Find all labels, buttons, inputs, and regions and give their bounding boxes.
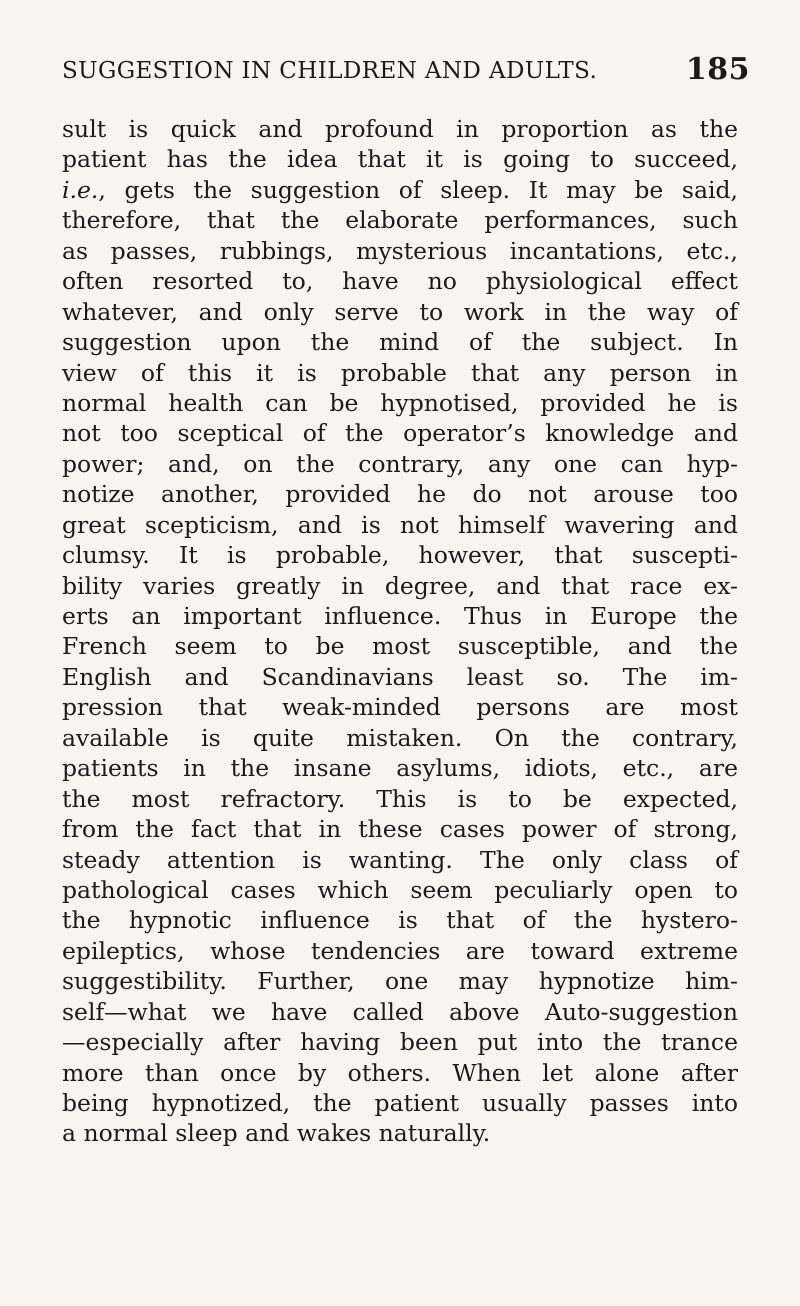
text-line: epileptics, whose tendencies are toward extreme (62, 936, 738, 965)
text-line: power; and, on the contrary, any one can hyp- (62, 449, 738, 478)
text-line: erts an important influence. Thus in Europe the (62, 602, 738, 630)
text-line: from the fact that in these cases power of strong, (62, 815, 738, 844)
text-line: pathological cases which seem peculiarly open to (62, 875, 738, 904)
text-line: available is quite mistaken. On the contrary, (62, 723, 738, 752)
text-line: suggestibility. Further, one may hypnotize him- (62, 967, 738, 996)
text-line: clumsy. It is probable, however, that suscepti- (62, 541, 738, 570)
text-line: the hypnotic influence is that of the hystero- (62, 906, 738, 935)
text-line: the most refractory. This is to be expected, (62, 784, 738, 813)
text-line: patient has the idea that it is going to succeed, (62, 145, 738, 174)
italic-abbreviation: i.e. (62, 175, 99, 204)
body-paragraph (62, 114, 738, 1149)
text-line: sult is quick and profound in proportion as the (62, 115, 738, 143)
text-line: notize another, provided he do not arouse too (62, 480, 738, 509)
text-line: English and Scandinavians least so. The im- (62, 662, 738, 691)
text-line-remainder: , gets the suggestion of sleep. It may be said, (98, 175, 738, 204)
text-line: more than once by others. When let alone after (62, 1058, 738, 1087)
running-head-title: SUGGESTION IN CHILDREN AND ADULTS. (62, 58, 598, 84)
text-line: often resorted to, have no physiological effect (62, 267, 738, 296)
text-line: great scepticism, and is not himself wavering and (62, 510, 738, 539)
text-line: view of this it is probable that any person in (62, 358, 738, 387)
text-line: bility varies greatly in degree, and that race ex- (62, 571, 738, 600)
text-line: pression that weak-minded persons are most (62, 693, 738, 722)
text-line: patients in the insane asylums, idiots, etc., are (62, 754, 738, 783)
text-line: not too sceptical of the operator’s knowledge and (62, 419, 738, 448)
text-line-with-italic (62, 175, 738, 205)
text-line: French seem to be most susceptible, and the (62, 632, 738, 661)
text-line-last: a normal sleep and wakes naturally. (62, 1119, 491, 1148)
text-line: suggestion upon the mind of the subject. In (62, 328, 738, 357)
text-line: being hypnotized, the patient usually passes into (62, 1089, 738, 1117)
text-line: as passes, rubbings, mysterious incantations, etc., (62, 236, 738, 265)
running-head (62, 52, 750, 88)
text-line: normal health can be hypnotised, provided he is (62, 388, 738, 417)
page-number: 185 (685, 52, 750, 87)
text-line: steady attention is wanting. The only class of (62, 845, 738, 874)
text-line: —especially after having been put into the trance (62, 1028, 738, 1057)
text-line: therefore, that the elaborate performances, such (62, 206, 738, 235)
text-line: whatever, and only serve to work in the way of (62, 297, 738, 326)
text-line: self—what we have called above Auto-suggestion (62, 997, 738, 1026)
